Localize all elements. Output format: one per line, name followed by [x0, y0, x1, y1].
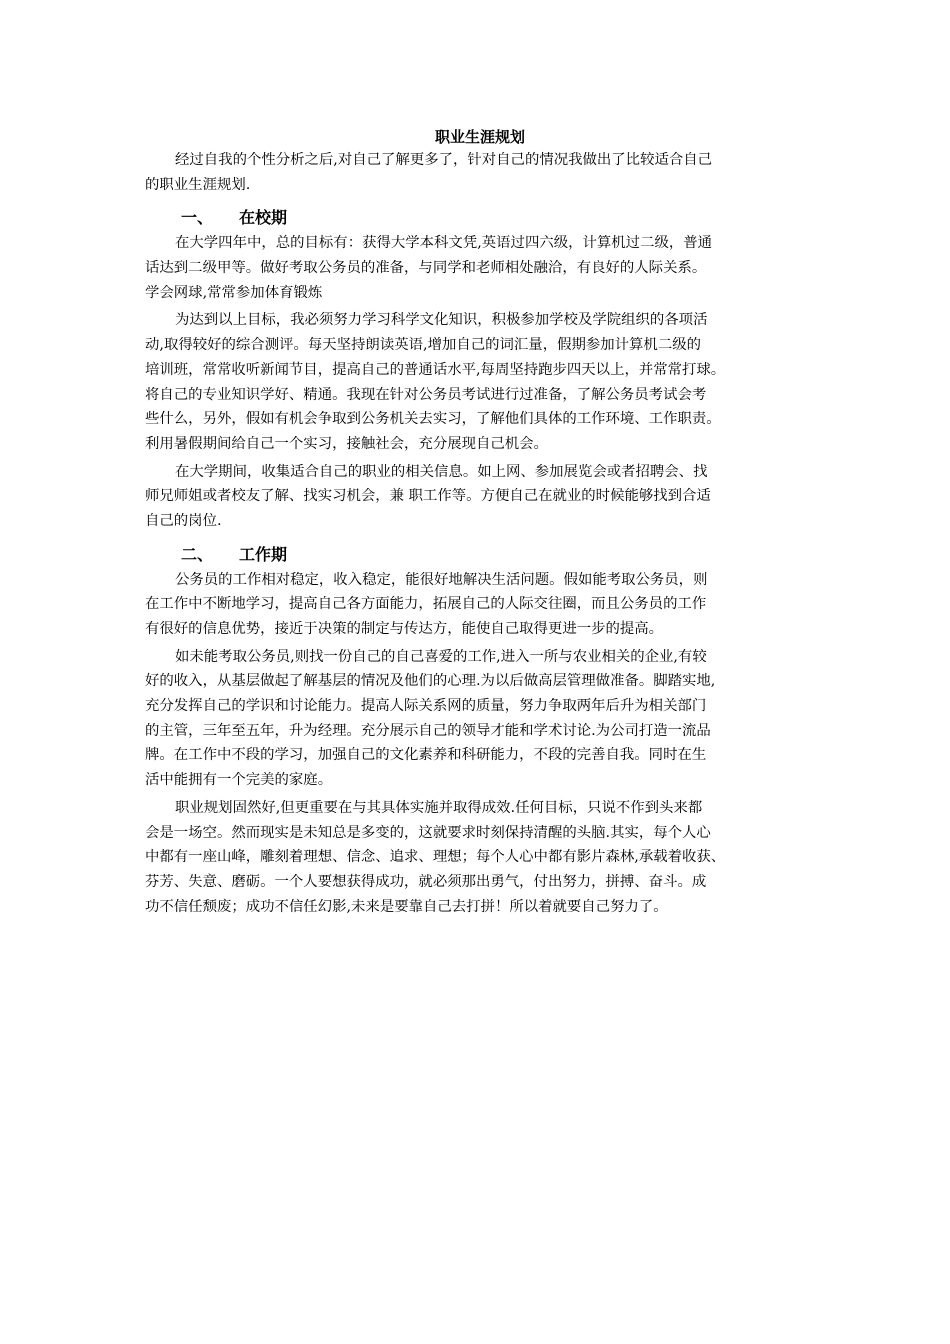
section-title: 工作期 [239, 544, 288, 564]
text-line: 活中能拥有一个完美的家庭。 [145, 772, 333, 789]
paragraph [145, 231, 815, 305]
text-line: 中都有一座山峰，雕刻着理想、信念、追求、理想；每个人心中都有影片森林,承载着收获、 [145, 849, 726, 866]
paragraph [145, 308, 815, 456]
text-line: 功不信任颓废；成功不信任幻影,未来是要靠自己去打拼！所以着就要自己努力了。 [145, 898, 668, 915]
text-line: 在大学四年中，总的目标有：获得大学本科文凭,英语过四六级，计算机过二级，普通 [175, 235, 713, 252]
text-line: 自己的岗位. [145, 512, 222, 529]
section-title: 在校期 [239, 208, 288, 228]
text-line: 有很好的信息优势，接近于决策的制定与传达方，能使自己取得更进一步的提高。 [145, 621, 664, 637]
text-line: 动,取得较好的综合测评。每天坚持朗读英语,增加自己的词汇量，假期参加计算机二级的 [145, 337, 701, 354]
text-line: 牌。在工作中不段的学习，加强自己的文化素养和科研能力，不段的完善自我。同时在生 [145, 747, 707, 764]
text-line: 职业规划固然好,但更重要在与其具体实施并取得成效.任何目标，只说不作到头来都 [175, 799, 703, 816]
text-line: 会是一场空。然而现实是未知总是多变的，这就要求时刻保持清醒的头脑.其实，每个人心 [145, 824, 711, 841]
text-line: 培训班，常常收听新闻节目，提高自己的普通话水平,每周坚持跑步四天以上，并常常打球。 [145, 361, 726, 378]
text-line: 公务员的工作相对稳定，收入稳定，能很好地解决生活问题。假如能考取公务员，则 [175, 571, 708, 588]
document-page [145, 126, 815, 919]
text-line: 的职业生涯规划. [145, 176, 251, 193]
text-line: 话达到二级甲等。做好考取公务员的准备，与同学和老师相处融洽，有良好的人际关系。 [145, 260, 707, 277]
text-line: 芬芳、失意、磨砺。一个人要想获得成功，就必须那出勇气，付出努力，拼搏、奋斗。成 [145, 873, 707, 890]
text-line: 学会网球,常常参加体育锻炼 [145, 284, 323, 301]
text-line: 些什么，另外，假如有机会争取到公务机关去实习，了解他们具体的工作环境、工作职责。 [145, 411, 721, 428]
text-line: 将自己的专业知识学好、精通。我现在针对公务员考试进行过准备，了解公务员考试会考 [145, 386, 707, 403]
text-line: 充分发挥自己的学识和讨论能力。提高人际关系网的质量，努力争取两年后升为相关部门 [145, 698, 707, 715]
text-line: 师兄师姐或者校友了解、找实习机会，兼 职工作等。方便自己在就业的时候能够找到合适 [145, 488, 711, 505]
paragraph [145, 460, 815, 534]
section-heading-in-school [145, 205, 815, 231]
section-number: 二、 [181, 544, 214, 564]
text-line: 的主管，三年至五年，升为经理。充分展示自己的领导才能和学术讨论.为公司打造一流品 [145, 722, 711, 739]
page-title: 职业生涯规划 [434, 128, 525, 146]
text-line: 如未能考取公务员,则找一份自己的自己喜爱的工作,进入一所与农业相关的企业,有较 [175, 648, 707, 665]
intro-paragraph [145, 148, 815, 197]
section-heading-work [145, 542, 815, 568]
paragraph [145, 645, 815, 793]
section-number: 一、 [181, 208, 214, 228]
paragraph [145, 796, 815, 919]
text-line: 为达到以上目标，我必须努力学习科学文化知识，积极参加学校及学院组织的各项活 [175, 312, 708, 329]
text-line: 经过自我的个性分析之后,对自己了解更多了，针对自己的情况我做出了比较适合自己 [175, 152, 713, 168]
text-line: 利用暑假期间给自己一个实习，接触社会，充分展现自己机会。 [145, 435, 548, 452]
paragraph [145, 568, 815, 642]
text-line: 在工作中不断地学习，提高自己各方面能力，拓展自己的人际交往圈，而且公务员的工作 [145, 596, 707, 613]
text-line: 好的收入，从基层做起了解基层的情况及他们的心理.为以后做高层管理做准备。脚踏实地, [145, 673, 716, 690]
text-line: 在大学期间，收集适合自己的职业的相关信息。如上网、参加展览会或者招聘会、找 [175, 463, 708, 480]
